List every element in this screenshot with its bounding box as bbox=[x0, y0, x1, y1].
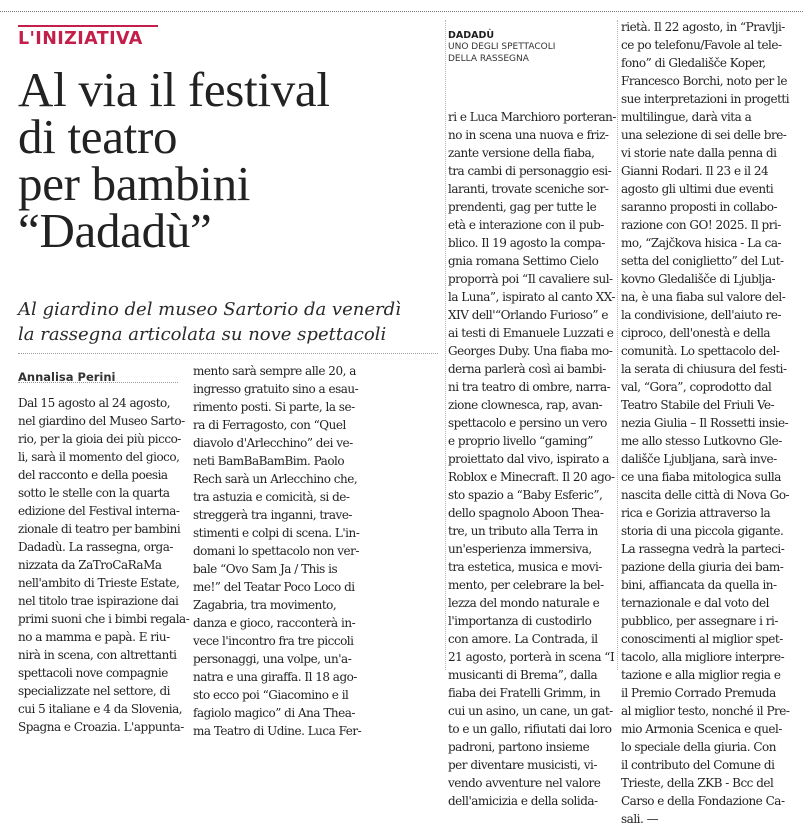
body-text-line: un'esperienza immersiva, bbox=[448, 542, 592, 556]
body-text-line: dališče Ljubljana, sarà inve- bbox=[621, 452, 777, 466]
body-text-line: na, è una fiaba sul valore del- bbox=[621, 290, 786, 304]
top-rule bbox=[0, 11, 803, 12]
byline bbox=[18, 366, 178, 383]
body-text-line: l'importanza di custodirlo bbox=[448, 614, 592, 628]
section-label-text: L'INIZIATIVA bbox=[18, 29, 143, 49]
body-text-line: cui 5 italiane e 4 da Slovenia, bbox=[18, 702, 183, 716]
body-text-line: Trieste, della ZKB - Bcc del bbox=[621, 776, 774, 790]
body-text-line: mo, “Zajčkova hisica - La ca- bbox=[621, 236, 782, 250]
body-text-line: tra estetica, musica e movi- bbox=[448, 560, 602, 574]
body-text-line: val, “Gora”, coprodotto dal bbox=[621, 380, 772, 394]
column-divider bbox=[617, 20, 618, 670]
body-text-line: multilingue, darà vita a bbox=[621, 110, 752, 124]
body-text-line: razione con GO! 2025. Il pri- bbox=[621, 218, 781, 232]
body-text-line: Zagabria, tra movimento, bbox=[193, 598, 337, 612]
body-text-line: proiettato dal vivo, ispirato a bbox=[448, 452, 609, 466]
body-text-line: musicanti di Brema”, dalla bbox=[448, 668, 598, 682]
body-text-line: sue interpretazioni in progetti bbox=[621, 92, 790, 106]
body-text-line: nel giardino del Museo Sarto- bbox=[18, 414, 185, 428]
body-text-line: natra e una giraffa. Il 18 ago- bbox=[193, 670, 357, 684]
body-text-line: cui un asino, un cane, un gat- bbox=[448, 704, 613, 718]
subheadline-line: la rassegna articolata su nove spettacoli bbox=[18, 324, 387, 345]
body-text-line: derna parlerà così ai bambi- bbox=[448, 362, 606, 376]
body-text-line: nascita delle città di Nova Go- bbox=[621, 488, 790, 502]
body-text-line: la condivisione, dell'aiuto re- bbox=[621, 308, 782, 322]
body-text-line: vi storie nate dalla penna di bbox=[621, 146, 777, 160]
body-text-line: nirà in scena, con altrettanti bbox=[18, 648, 177, 662]
body-text-line: Gianni Rodari. Il 23 e il 24 bbox=[621, 164, 769, 178]
body-text-line: mento, per celebrare la bel- bbox=[448, 578, 604, 592]
body-text-line: saranno proposti in collabo- bbox=[621, 200, 777, 214]
body-text-line: neti BamBaBamBim. Paolo bbox=[193, 454, 345, 468]
body-text-line: Dal 15 agosto al 24 agosto, bbox=[18, 396, 171, 410]
body-text-line: me!” del Teatar Poco Loco di bbox=[193, 580, 355, 594]
body-text-line: sto spazio a “Baby Esferic”, bbox=[448, 488, 603, 502]
body-text-line: lo speciale della giuria. Con bbox=[621, 740, 776, 754]
body-text-line: zione clownesca, rap, avan- bbox=[448, 398, 603, 412]
byline-author: Annalisa Perini bbox=[18, 370, 116, 384]
body-text-line: Spagna e Croazia. L'appunta- bbox=[18, 720, 184, 734]
body-text-line: dello spagnolo Aboon Thea- bbox=[448, 506, 604, 520]
subhead-separator bbox=[18, 353, 438, 354]
body-text-line: Francesco Borchi, noto per le bbox=[621, 74, 787, 88]
body-text-line: ternazionale e dal voto del bbox=[621, 596, 769, 610]
body-text-line: rica e Gorizia attraverso la bbox=[621, 506, 771, 520]
body-text-line: bini, affiancata da quella in- bbox=[621, 578, 777, 592]
body-text-line: comunità. Lo spettacolo del- bbox=[621, 344, 780, 358]
body-column-3 bbox=[448, 108, 616, 810]
body-text-line: il contributo del Comune di bbox=[621, 758, 775, 772]
body-text-line: fiaba dei Fratelli Grimm, in bbox=[448, 686, 601, 700]
body-text-line: danza e gioco, racconterà in- bbox=[193, 616, 356, 630]
body-text-line: no a mamma e papà. E riu- bbox=[18, 630, 170, 644]
body-text-line: e proprio livello “gaming” bbox=[448, 434, 593, 448]
body-text-line: prendenti, gag per tutte le bbox=[448, 200, 597, 214]
body-text-line: edizione del Festival interna- bbox=[18, 504, 180, 518]
body-text-line: fono” di Gledališče Koper, bbox=[621, 56, 766, 70]
body-text-line: La rassegna vedrà la parteci- bbox=[621, 542, 785, 556]
body-text-line: streggerà tra inganni, trave- bbox=[193, 508, 352, 522]
body-text-line: gnia romana Settimo Cielo bbox=[448, 254, 599, 268]
body-text-line: con amore. La Contrada, il bbox=[448, 632, 598, 646]
body-text-line: ni tra teatro di ombre, narra- bbox=[448, 380, 611, 394]
headline bbox=[18, 62, 438, 258]
photo-caption-line: DELLA RASSEGNA bbox=[448, 54, 529, 64]
body-text-line: sotto le stelle con la quarta bbox=[18, 486, 170, 500]
body-text-line: 21 agosto, porterà in scena “I bbox=[448, 650, 615, 664]
body-text-line: no in scena una nuova e friz- bbox=[448, 128, 609, 142]
body-text-line: diavolo d'Arlecchino” dei ve- bbox=[193, 436, 353, 450]
body-text-line: conoscimenti al miglior spet- bbox=[621, 632, 783, 646]
body-text-line: vece l'incontro fra tre piccoli bbox=[193, 634, 354, 648]
body-text-line: personaggi, una volpe, un'a- bbox=[193, 652, 352, 666]
body-text-line: zionale di teatro per bambini bbox=[18, 522, 181, 536]
body-text-line: età e interazione con il pub- bbox=[448, 218, 604, 232]
body-text-line: nel titolo trae ispirazione dai bbox=[18, 594, 179, 608]
body-text-line: ai testi di Emanuele Luzzati e bbox=[448, 326, 614, 340]
body-column-1 bbox=[18, 394, 188, 736]
body-text-line: al miglior testo, nonché il Pre- bbox=[621, 704, 790, 718]
body-text-line: rimento posti. Si parte, la se- bbox=[193, 400, 355, 414]
body-text-line: tazione e alla miglior regia e bbox=[621, 668, 781, 682]
body-column-4 bbox=[621, 18, 799, 828]
body-text-line: stimenti e colpi di scena. L'in- bbox=[193, 526, 360, 540]
body-text-line: tre, un tributo alla Terra in bbox=[448, 524, 598, 538]
body-text-line: ra di Ferragosto, con “Quel bbox=[193, 418, 346, 432]
body-text-line: sali. — bbox=[621, 812, 659, 826]
subheadline bbox=[18, 297, 438, 347]
body-text-line: Rech sarà un Arlecchino che, bbox=[193, 472, 358, 486]
body-text-line: ma Teatro di Udine. Luca Fer- bbox=[193, 724, 362, 738]
body-text-line: rietà. Il 22 agosto, in “Pravlji- bbox=[621, 20, 785, 34]
body-text-line: Georges Duby. Una fiaba mo- bbox=[448, 344, 613, 358]
body-column-2 bbox=[193, 362, 445, 740]
body-text-line: tacolo, alla migliore interpre- bbox=[621, 650, 785, 664]
body-text-line: setta del coniglietto” del Lut- bbox=[621, 254, 784, 268]
body-text-line: per diventare musicisti, vi- bbox=[448, 758, 597, 772]
body-text-line: fagiolo magico” di Ana Thea- bbox=[193, 706, 355, 720]
body-text-line: padroni, partono insieme bbox=[448, 740, 590, 754]
body-text-line: zante versione della fiaba, bbox=[448, 146, 595, 160]
body-text-line: Dadadù. La rassegna, orga- bbox=[18, 540, 173, 554]
body-text-line: Teatro Stabile del Friuli Ve- bbox=[621, 398, 775, 412]
body-text-line: agosto gli ultimi due eventi bbox=[621, 182, 774, 196]
body-text-line: Carso e della Fondazione Ca- bbox=[621, 794, 785, 808]
body-text-line: dell'amicizia e della solida- bbox=[448, 794, 598, 808]
body-text-line: bale “Ovo Sam Ja / This is bbox=[193, 562, 338, 576]
photo-caption-title: DADADÙ bbox=[448, 30, 495, 41]
body-text-line: nizzata da ZaTroCaRaMa bbox=[18, 558, 162, 572]
body-text-line: nezia Giulia – Il Rossetti insie- bbox=[621, 416, 789, 430]
body-text-line: del racconto e della poesia bbox=[18, 468, 168, 482]
body-text-line: blico. Il 19 agosto la compa- bbox=[448, 236, 605, 250]
body-text-line: kovno Gledališče di Ljublja- bbox=[621, 272, 776, 286]
body-text-line: XIV dell'“Orlando Furioso” e bbox=[448, 308, 608, 322]
headline-line: “Dadadù” bbox=[18, 203, 212, 258]
headline-line: per bambini bbox=[18, 156, 251, 211]
body-text-line: me allo stesso Lutkovno Gle- bbox=[621, 434, 782, 448]
body-text-line: laranti, trovate sceniche sor- bbox=[448, 182, 609, 196]
body-text-line: Roblox e Minecraft. Il 20 ago- bbox=[448, 470, 615, 484]
body-text-line: tra cambi di personaggio esi- bbox=[448, 164, 612, 178]
body-text-line: tra astuzia e comicità, si de- bbox=[193, 490, 350, 504]
body-text-line: spettacoli nove compagnie bbox=[18, 666, 168, 680]
column-divider bbox=[445, 20, 446, 670]
headline-line: di teatro bbox=[18, 109, 178, 164]
body-text-line: una selezione di sei delle bre- bbox=[621, 128, 787, 142]
photo-caption bbox=[448, 30, 618, 65]
body-text-line: ri e Luca Marchioro porteran- bbox=[448, 110, 616, 124]
body-text-line: rio, per la gioia dei più picco- bbox=[18, 432, 181, 446]
body-text-line: la serata di chiusura del festi- bbox=[621, 362, 787, 376]
body-text-line: mento sarà sempre alle 20, a bbox=[193, 364, 356, 378]
body-text-line: ciproco, dell'onestà e della bbox=[621, 326, 771, 340]
body-text-line: ingresso gratuito sino a esau- bbox=[193, 382, 359, 396]
body-text-line: li, sarà il momento del gioco, bbox=[18, 450, 180, 464]
body-text-line: il Premio Corrado Premuda bbox=[621, 686, 776, 700]
body-text-line: nell'ambito di Trieste Estate, bbox=[18, 576, 180, 590]
body-text-line: proporrà poi “Il cavaliere sul- bbox=[448, 272, 613, 286]
body-text-line: specializzate nel settore, di bbox=[18, 684, 170, 698]
body-text-line: ce una fiaba mitologica sulla bbox=[621, 470, 781, 484]
body-text-line: mio Armonia Scenica e quel- bbox=[621, 722, 782, 736]
body-text-line: storia di una piccola gigante. bbox=[621, 524, 784, 538]
body-text-line: domani lo spettacolo non ver- bbox=[193, 544, 359, 558]
body-text-line: sto ecco poi “Giacomino e il bbox=[193, 688, 349, 702]
body-text-line: spettacolo e persino un vero bbox=[448, 416, 607, 430]
photo-caption-line: UNO DEGLI SPETTACOLI bbox=[448, 42, 556, 52]
body-text-line: lezza del mondo naturale e bbox=[448, 596, 600, 610]
body-text-line: to e un gallo, rifiutati dai loro bbox=[448, 722, 612, 736]
body-text-line: la Luna”, ispirato al canto XX- bbox=[448, 290, 615, 304]
body-text-line: pazione della giuria dei bam- bbox=[621, 560, 784, 574]
body-text-line: primi suoni che i bimbi regala- bbox=[18, 612, 190, 626]
section-label bbox=[18, 25, 158, 51]
body-text-line: ce po telefonu/Favole al tele- bbox=[621, 38, 782, 52]
body-text-line: pubblico, per assegnare i ri- bbox=[621, 614, 778, 628]
subheadline-line: Al giardino del museo Sartorio da venerdì bbox=[18, 299, 401, 320]
body-text-line: vendo avventure nel valore bbox=[448, 776, 601, 790]
headline-line: Al via il festival bbox=[18, 62, 330, 117]
